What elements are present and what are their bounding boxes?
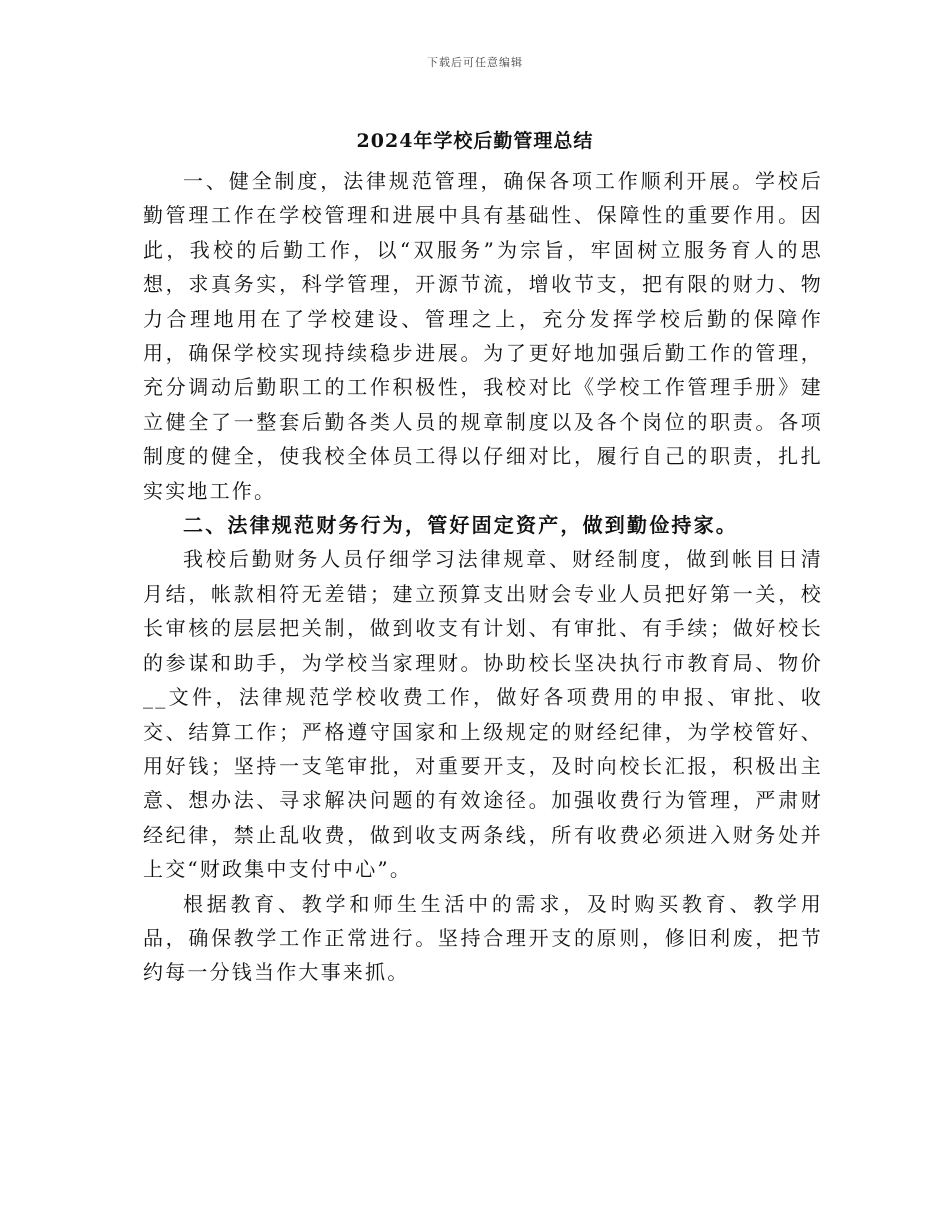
document-title: 2024年学校后勤管理总结	[356, 130, 594, 152]
section-heading-2: 二、法律规范财务行为，管好固定资产，做到勤俭持家。	[183, 513, 738, 538]
header-note: 下载后可任意编辑	[427, 56, 523, 69]
document-body	[143, 164, 823, 990]
paragraph-purchasing: 根据教育、教学和师生生活中的需求，及时购买教育、教学用品，确保教学工作正常进行。坚持合理开支的原则，修旧利废，把节约每一分钱当作大事来抓。	[143, 891, 823, 985]
paragraph-section-1: 一、健全制度，法律规范管理，确保各项工作顺利开展。学校后勤管理工作在学校管理和进展中具有基础性、保障性的重要作用。因此，我校的后勤工作，以“双服务”为宗旨，牢固树立服务育人的思想，求真务实，科学管理，开源节流，增收节支，把有限的财力、物力合理地用在了学校建设、管理之上，充分发挥学校后勤的保障作用，确保学校实现持续稳步进展。为了更好地加强后勤工作的管理，充分调动后勤职工的工作积极性，我校对比《学校工作管理手册》建立健全了一整套后勤各类人员的规章制度以及各个岗位的职责。各项制度的健全，使我校全体员工得以仔细对比，履行自己的职责，扎扎实实地工作。	[143, 169, 823, 503]
paragraph-finance: 我校后勤财务人员仔细学习法律规章、财经制度，做到帐目日清月结，帐款相符无差错；建立预算支出财会专业人员把好第一关，校长审核的层层把关制，做到收支有计划、有审批、有手续；做好校长的参谋和助手，为学校当家理财。协助校长坚决执行市教育局、物价__文件，法律规范学校收费工作，做好各项费用的申报、审批、收交、结算工作；严格遵守国家和上级规定的财经纪律，为学校管好、用好钱；坚持一支笔审批，对重要开支，及时向校长汇报，积极出主意、想办法、寻求解决问题的有效途径。加强收费行为管理，严肃财经纪律，禁止乱收费，做到收支两条线，所有收费必须进入财务处并上交“财政集中支付中心”。	[143, 547, 823, 882]
